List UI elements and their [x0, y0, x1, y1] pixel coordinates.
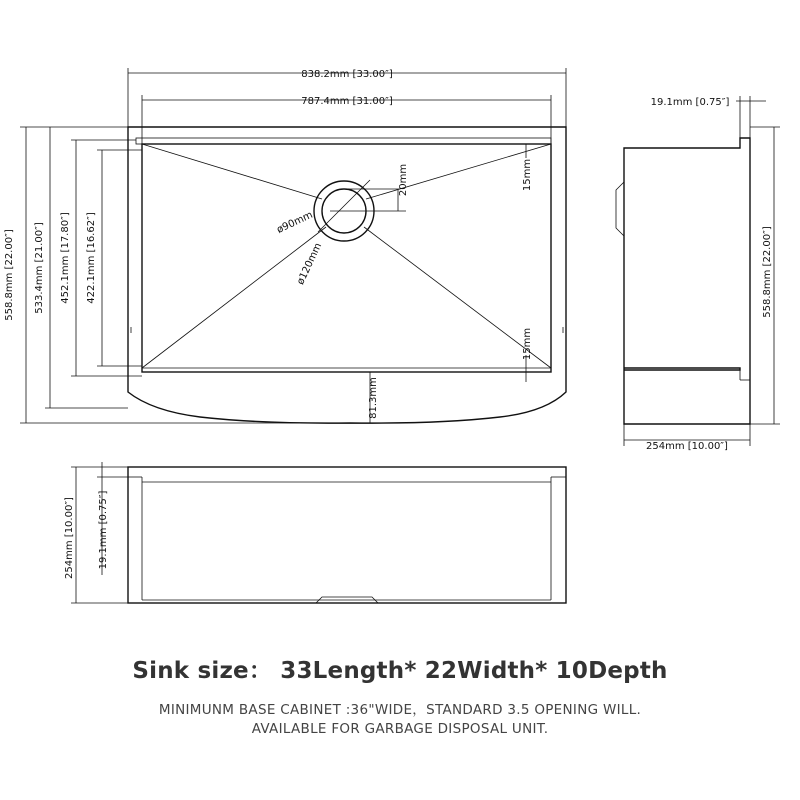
height-2-label: 533.4mm [21.00″] [34, 222, 45, 314]
disposal-note: AVAILABLE FOR GARBAGE DISPOSAL UNIT. [251, 721, 549, 737]
side-depth-label: 254mm [10.00″] [646, 441, 728, 452]
flange-diameter-label: ø120mm [295, 241, 325, 287]
rim-label: 19.1mm [0.75″] [650, 97, 730, 108]
front-depth-label: 254mm [10.00″] [64, 497, 75, 579]
slope-line [142, 144, 322, 199]
front-view [64, 462, 566, 603]
apron-depth-label: 81.3mm [368, 377, 379, 419]
sink-size-title: Sink size： 33Length* 22Width* 10Depth [132, 658, 668, 684]
height-3-label: 452.1mm [17.80″] [60, 212, 71, 304]
slope-top-label: 15mm [522, 158, 533, 192]
front-rim-label: 19.1mm [0.75″] [98, 490, 109, 570]
sink-outline [128, 127, 566, 423]
cabinet-note: MINIMUNM BASE CABINET :36"WIDE，STANDARD 3.5 OPENING WILL. [158, 702, 642, 718]
slope-bottom-label: 15mm [522, 327, 533, 361]
rim-line [136, 138, 551, 144]
inner-width-label: 787.4mm [31.00″] [301, 96, 393, 107]
slope-line [142, 227, 326, 368]
inner-height-label: 422.1mm [16.62″] [86, 212, 97, 304]
side-height-label: 558.8mm [22.00″] [762, 226, 773, 318]
side-view [616, 96, 780, 452]
drain-offset-label: 20mm [398, 163, 409, 197]
side-profile [624, 138, 750, 424]
front-outline [128, 467, 566, 603]
top-view [4, 68, 566, 423]
bowl-outline [142, 144, 551, 372]
overall-width-label: 838.2mm [33.00″] [301, 69, 393, 80]
drain-diameter-label: ø90mm [275, 209, 315, 236]
overall-height-label: 558.8mm [22.00″] [4, 229, 15, 321]
